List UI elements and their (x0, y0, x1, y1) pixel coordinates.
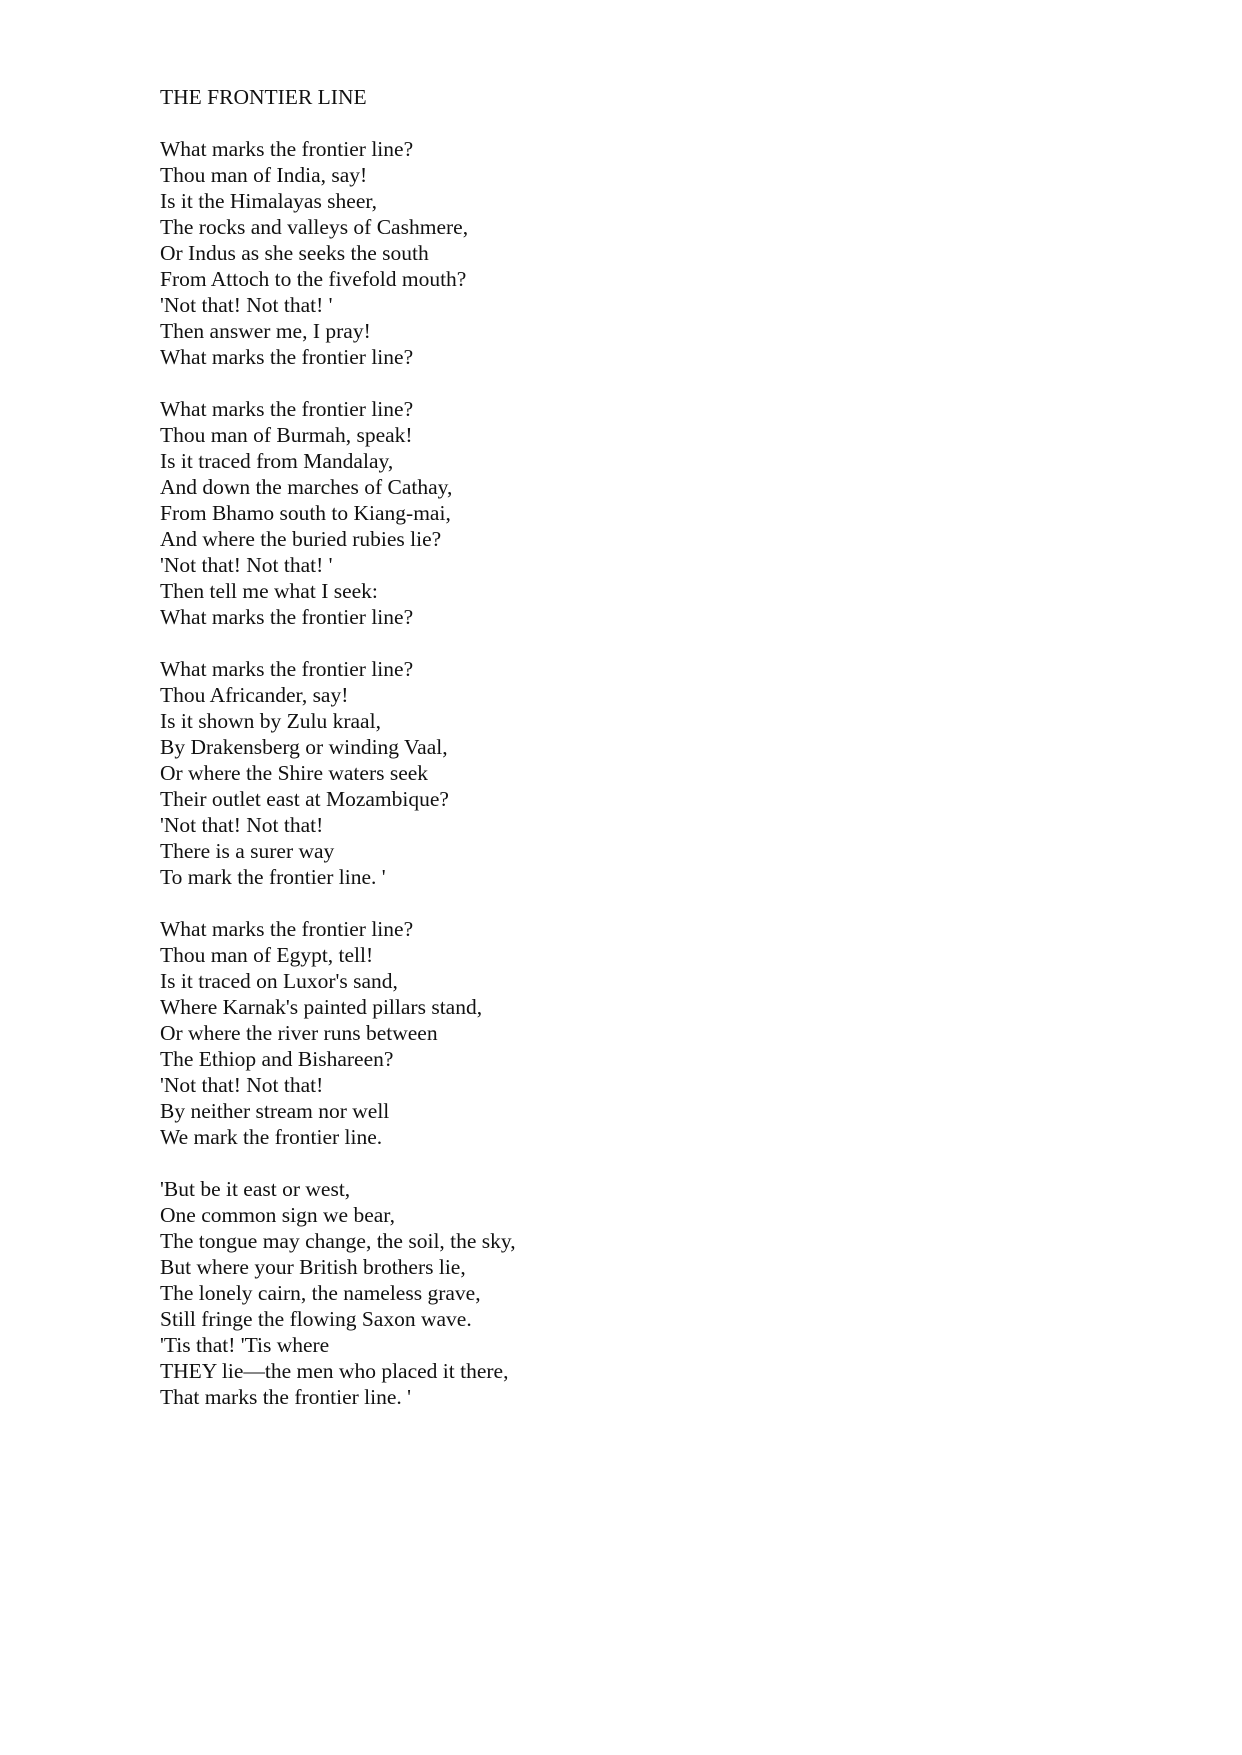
stanza-line: Then answer me, I pray! (160, 319, 371, 343)
stanza-line: And down the marches of Cathay, (160, 475, 453, 499)
stanza-line: And where the buried rubies lie? (160, 527, 442, 551)
stanza-line: Or where the river runs between (160, 1021, 438, 1045)
stanza-line: Is it shown by Zulu kraal, (160, 709, 381, 733)
stanza-line: Thou man of Egypt, tell! (160, 943, 374, 967)
stanza-line: What marks the frontier line? (160, 345, 414, 369)
stanza-line: Thou man of India, say! (160, 163, 368, 187)
stanza-line: From Attoch to the fivefold mouth? (160, 267, 467, 291)
stanza-line: 'Not that! Not that! ' (160, 293, 333, 317)
stanza-line: The Ethiop and Bishareen? (160, 1047, 394, 1071)
stanza-line: Is it the Himalayas sheer, (160, 189, 378, 213)
stanza-line: That marks the frontier line. ' (160, 1385, 412, 1409)
stanza-line: One common sign we bear, (160, 1203, 395, 1227)
stanza-line: Their outlet east at Mozambique? (160, 787, 449, 811)
stanza-line: Still fringe the flowing Saxon wave. (160, 1307, 472, 1331)
stanza-line: There is a surer way (160, 839, 335, 863)
document-page (160, 84, 1060, 1436)
stanza-line: What marks the frontier line? (160, 917, 414, 941)
stanza-line: The lonely cairn, the nameless grave, (160, 1281, 481, 1305)
stanza-line: But where your British brothers lie, (160, 1255, 466, 1279)
stanza-line: Or where the Shire waters seek (160, 761, 429, 785)
stanza-5 (160, 1176, 1060, 1410)
stanza-line: 'Tis that! 'Tis where (160, 1333, 330, 1357)
stanza-line: The rocks and valleys of Cashmere, (160, 215, 469, 239)
stanza-line: From Bhamo south to Kiang-mai, (160, 501, 451, 525)
stanza-line: What marks the frontier line? (160, 397, 414, 421)
poem-title: THE FRONTIER LINE (160, 85, 367, 109)
stanza-line: 'Not that! Not that! (160, 1073, 324, 1097)
stanza-line: By Drakensberg or winding Vaal, (160, 735, 448, 759)
stanza-line: By neither stream nor well (160, 1099, 390, 1123)
stanza-line: Where Karnak's painted pillars stand, (160, 995, 483, 1019)
stanza-line: The tongue may change, the soil, the sky, (160, 1229, 516, 1253)
stanza-line: We mark the frontier line. (160, 1125, 383, 1149)
stanza-line: Is it traced on Luxor's sand, (160, 969, 398, 993)
stanza-line: Thou Africander, say! (160, 683, 349, 707)
stanza-line: To mark the frontier line. ' (160, 865, 386, 889)
stanza-line: 'But be it east or west, (160, 1177, 351, 1201)
stanza-line: 'Not that! Not that! (160, 813, 324, 837)
stanza-3 (160, 656, 1060, 890)
stanza-line: What marks the frontier line? (160, 657, 414, 681)
stanza-2 (160, 396, 1060, 630)
stanza-line: Or Indus as she seeks the south (160, 241, 429, 265)
stanza-line: What marks the frontier line? (160, 605, 414, 629)
stanza-4 (160, 916, 1060, 1150)
stanza-line: Is it traced from Mandalay, (160, 449, 394, 473)
stanza-1 (160, 136, 1060, 370)
stanza-line: THEY lie—the men who placed it there, (160, 1359, 509, 1383)
stanza-line: Then tell me what I seek: (160, 579, 378, 603)
stanza-line: What marks the frontier line? (160, 137, 414, 161)
stanza-line: Thou man of Burmah, speak! (160, 423, 413, 447)
stanza-line: 'Not that! Not that! ' (160, 553, 333, 577)
